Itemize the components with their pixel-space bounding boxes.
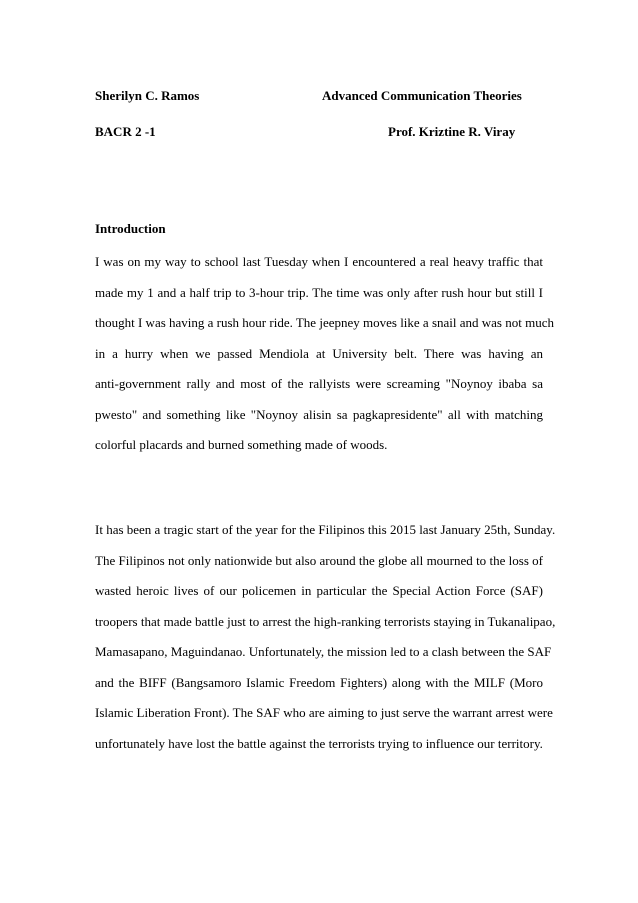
class-section: BACR 2 -1	[95, 124, 156, 139]
professor-name: Prof. Kriztine R. Viray	[388, 124, 516, 139]
paragraph-line: It has been a tragic start of the year for the Filipinos this 2015 last January 25th, Sunday.	[95, 522, 556, 537]
paragraph-line: in a hurry when we passed Mendiola at University belt. There was having an	[95, 345, 543, 361]
paragraph-line: colorful placards and burned something made of woods.	[95, 437, 388, 452]
paragraph-line: and the BIFF (Bangsamoro Islamic Freedom Fighters) along with the MILF (Moro	[95, 674, 543, 690]
paragraph-line: Mamasapano, Maguindanao. Unfortunately, the mission led to a clash between the SAF	[95, 644, 552, 659]
author-name: Sherilyn C. Ramos	[95, 88, 200, 103]
paragraph-line: wasted heroic lives of our policemen in particular the Special Action Force (SAF)	[95, 583, 543, 598]
section-heading: Introduction	[95, 221, 166, 236]
paragraph-line: troopers that made battle just to arrest the high-ranking terrorists staying in Tukanalipao,	[95, 613, 556, 629]
paragraph-2	[95, 515, 556, 759]
course-title: Advanced Communication Theories	[322, 88, 522, 103]
paragraph-line: anti-government rally and most of the rallyists were screaming "Noynoy ibaba sa	[95, 376, 543, 391]
paragraph-line: unfortunately have lost the battle against the terrorists trying to influence our territory.	[95, 735, 543, 751]
paragraph-line: Islamic Liberation Front). The SAF who are aiming to just serve the warrant arrest were	[95, 705, 553, 720]
paragraph-line: made my 1 and a half trip to 3-hour trip. The time was only after rush hour but still I	[95, 284, 543, 300]
paragraph-line: I was on my way to school last Tuesday when I encountered a real heavy traffic that	[95, 254, 543, 269]
paragraph-line: thought I was having a rush hour ride. The jeepney moves like a snail and was not much	[95, 315, 554, 330]
paragraph-1	[95, 247, 554, 461]
paragraph-line: pwesto" and something like "Noynoy alisin sa pagkapresidente" all with matching	[95, 406, 543, 422]
paragraph-line: The Filipinos not only nationwide but also around the globe all mourned to the loss of	[95, 552, 543, 568]
